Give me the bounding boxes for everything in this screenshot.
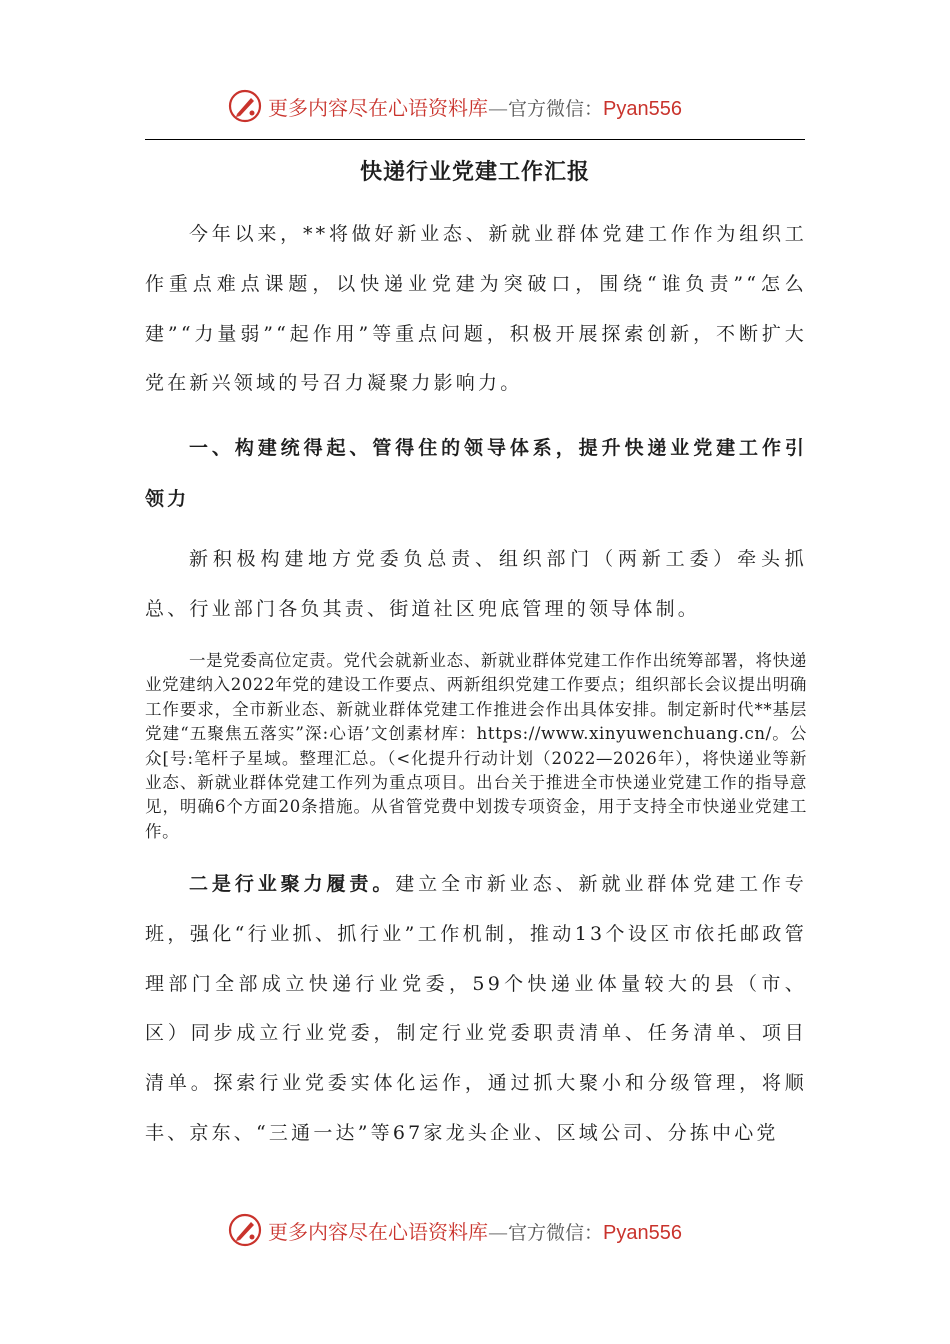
- watermark-dash: —: [488, 1219, 508, 1244]
- point2-text: 建立全市新业态、新就业群体党建工作专班，强化“行业抓、抓行业”工作机制，推动13个设区市依托邮政管理部门全部成立快递行业党委，59个快递业体量较大的县（市、区）同步成立行业党委，制定行业党委职责清单、任务清单、项目清单。探索行业党委实体化运作，通过抓大聚小和分级管理，将顺丰、京东、“三通一达”等67家龙头企业、区域公司、分拣中心党: [145, 873, 807, 1144]
- watermark-wechat-id: Pyan556: [603, 97, 682, 120]
- watermark-text: 更多内容尽在心语资料库: [268, 1219, 488, 1244]
- watermark-dash: —: [488, 95, 508, 120]
- section1-intro-paragraph: 新积极构建地方党委负总责、组织部门（两新工委）牵头抓总、行业部门各负其责、街道社区兜底管理的领导体制。: [145, 548, 807, 620]
- watermark-tail: 官方微信：: [508, 97, 604, 120]
- intro-paragraph: 今年以来，**将做好新业态、新就业群体党建工作作为组织工作重点难点课题，以快递业党建为突破口，围绕“谁负责”“怎么建”“力量弱”“起作用”等重点问题，积极开展探索创新，不断扩大党在新兴领域的号召力凝聚力影响力。: [145, 223, 807, 395]
- pen-logo-icon: [228, 1213, 262, 1247]
- header-rule: [145, 139, 805, 140]
- watermark-text: 更多内容尽在心语资料库: [268, 95, 488, 120]
- section1-heading: 一、构建统得起、管得住的领导体系，提升快递业党建工作引领力: [145, 437, 807, 510]
- point2-lead: 二是行业聚力履责。: [189, 873, 396, 895]
- pen-logo-icon: [228, 89, 262, 123]
- watermark-wechat-id: Pyan556: [603, 1221, 682, 1244]
- point2-paragraph: [145, 860, 807, 1159]
- watermark-banner-top: [228, 86, 728, 126]
- watermark-tail: 官方微信：: [508, 1221, 604, 1244]
- watermark-banner-bottom: [228, 1210, 728, 1250]
- document-title: 快递行业党建工作汇报: [359, 159, 590, 185]
- point1-paragraph: 一是党委高位定责。党代会就新业态、新就业群体党建工作作出统筹部署，将快递业党建纳入2022年党的建设工作要点、两新组织党建工作要点；组织部长会议提出明确工作要求，全市新业态、新就业群体党建工作推进会作出具体安排。制定新时代**基层党建“五聚焦五落实”深:心语’文创素材库：https://www.xinyuwenchuang.cn/。公众[号:笔杆子星域。整理汇总。（<化提升行动计划（2022—2026年），将快递业等新业态、新就业群体党建工作列为重点项目。出台关于推进全市快递业党建工作的指导意见，明确6个方面20条措施。从省管党费中划拨专项资金，用于支持全市快递业党建工作。: [145, 651, 807, 841]
